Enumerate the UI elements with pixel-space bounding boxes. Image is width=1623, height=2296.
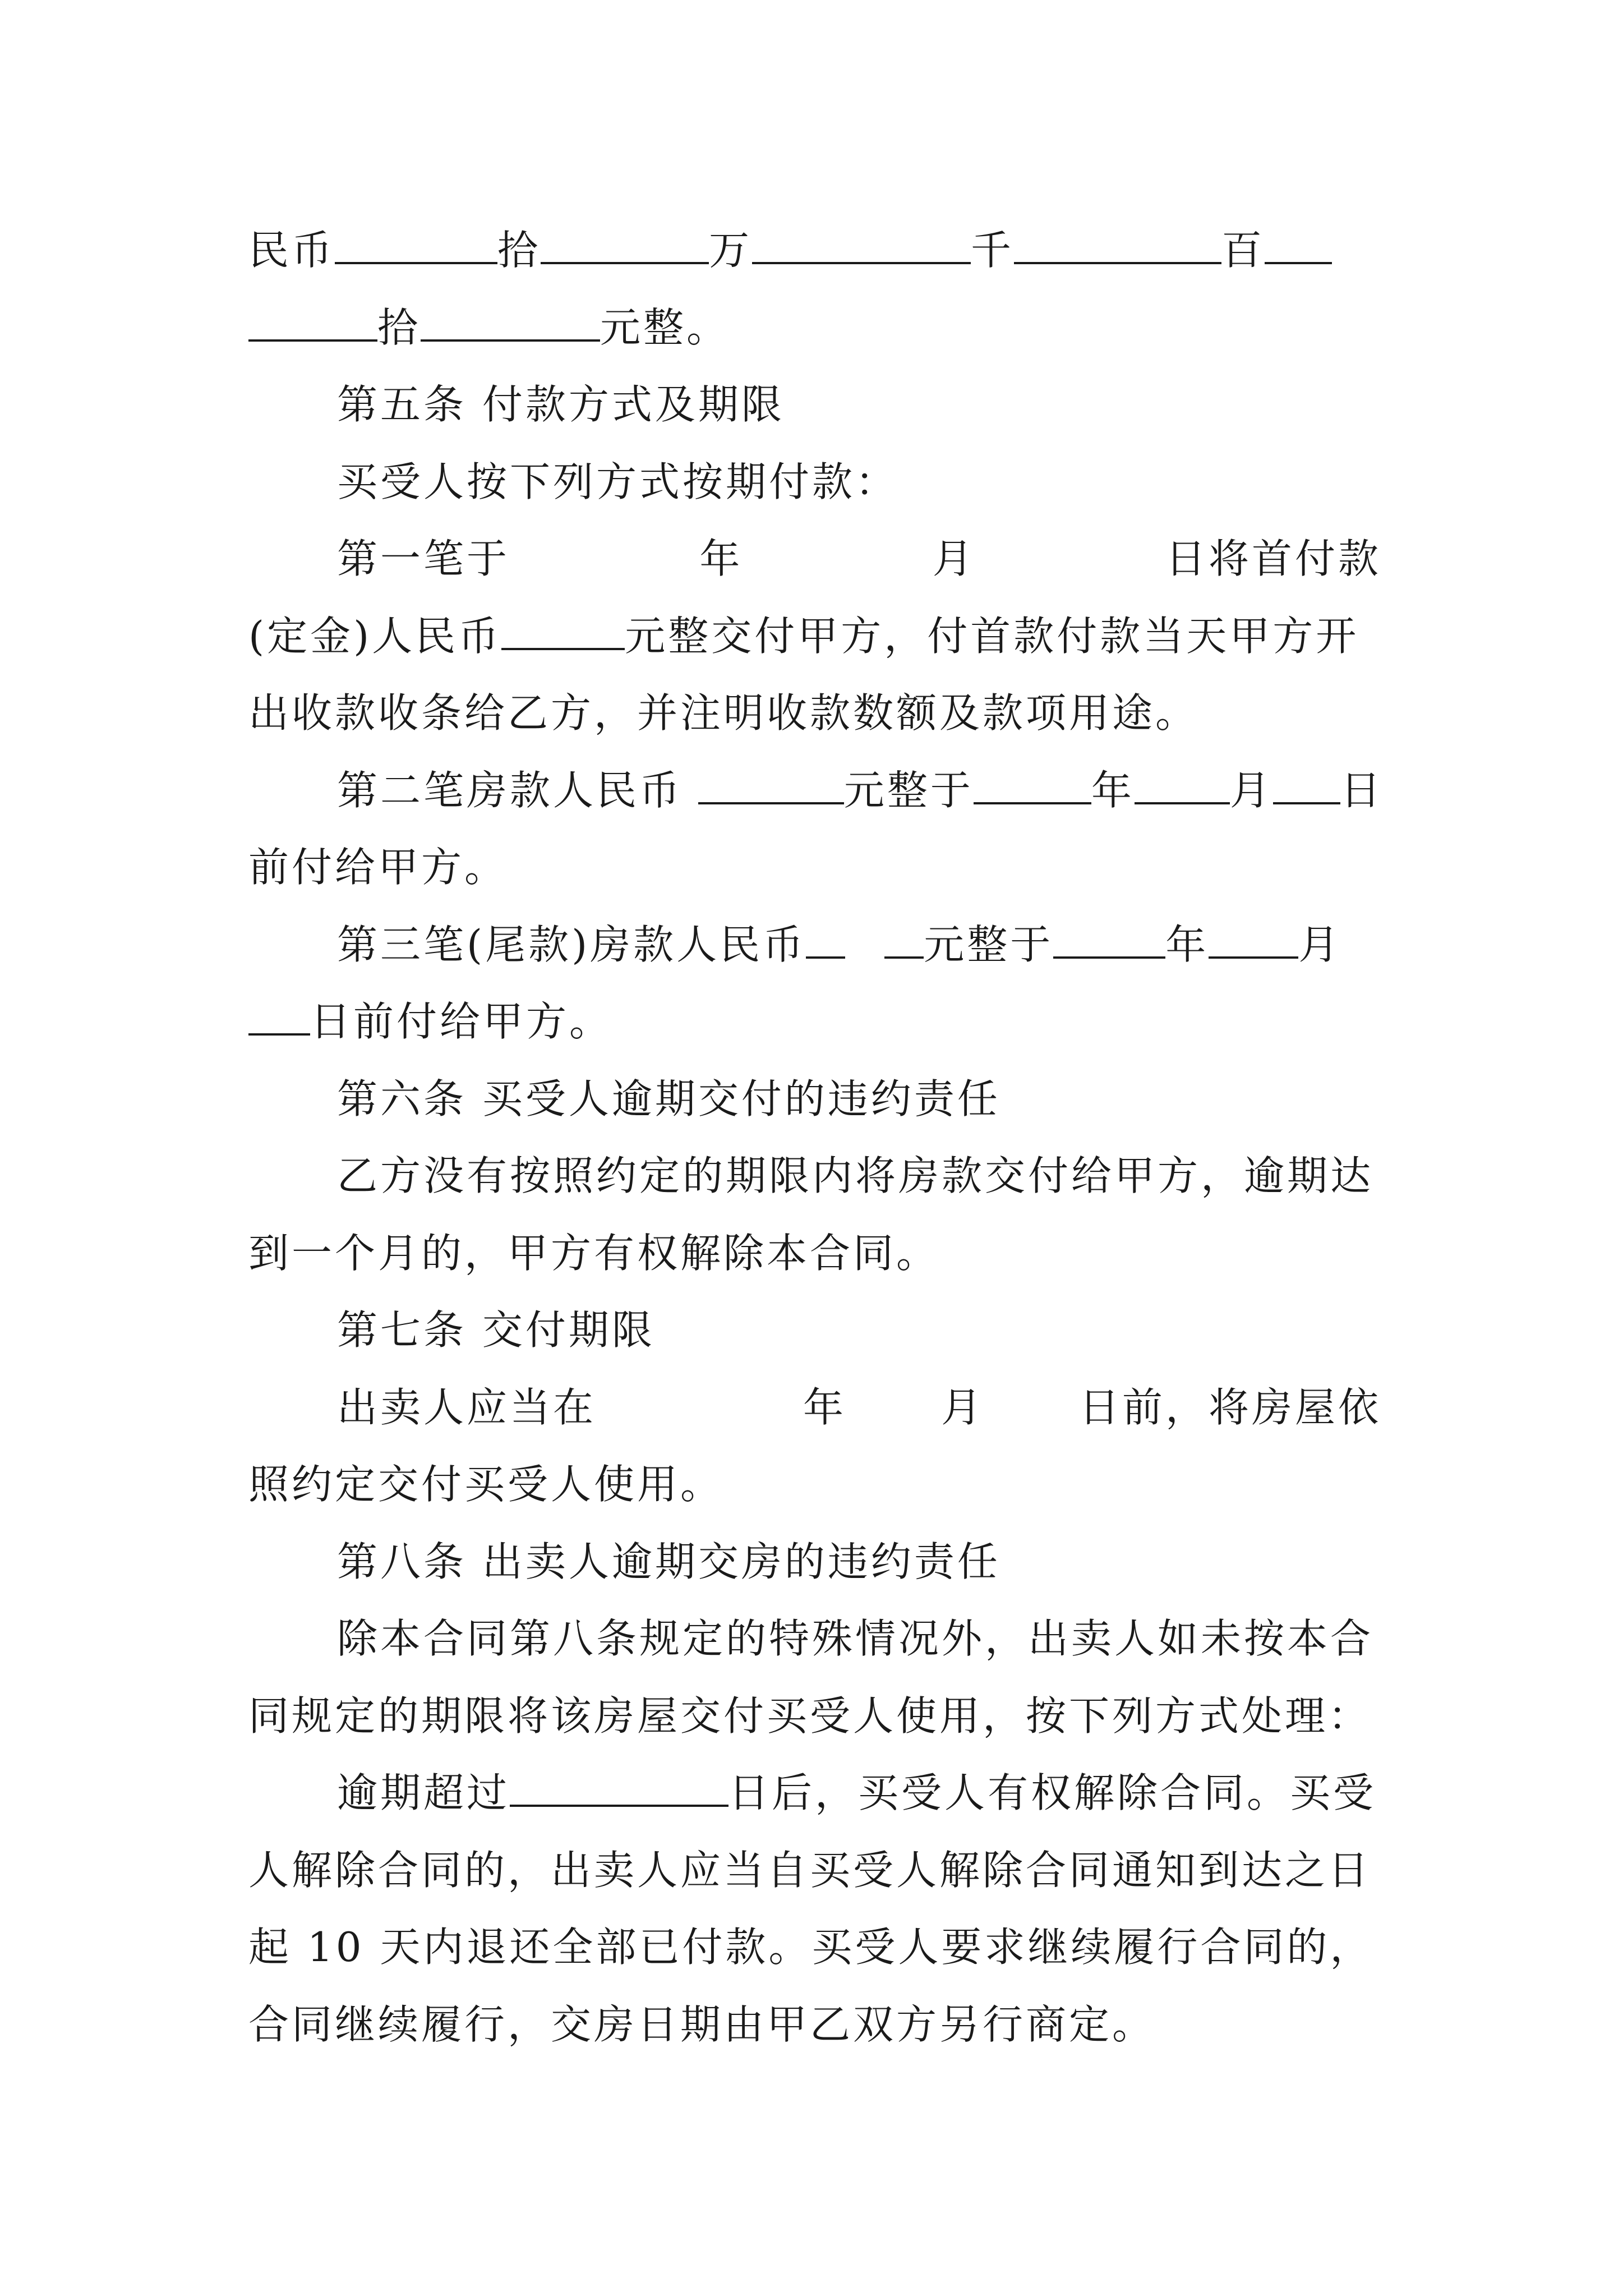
article-6-paragraph-2: 到一个月的，甲方有权解除本合同。 [248, 1229, 940, 1277]
amount-line-1 [248, 212, 1381, 289]
payment-1-line-3: 出收款收条给乙方，并注明收款数额及款项用途。 [248, 689, 1199, 737]
text-segment: (定金)人民币 [248, 612, 502, 660]
article-8-paragraph-2: 同规定的期限将该房屋交付买受人使用，按下列方式处理： [248, 1692, 1372, 1740]
payment-1-line-2 [248, 598, 1381, 675]
blank-field [974, 769, 1091, 804]
article-5-title: 第五条 付款方式及期限 [337, 381, 785, 428]
text-segment: 元整交付甲方，付首款付款当天甲方开 [625, 612, 1359, 660]
article-8-paragraph-1: 除本合同第八条规定的特殊情况外，出卖人如未按本合 [337, 1615, 1374, 1662]
payment-2-line-1 [248, 752, 1384, 830]
text-segment: 拾 [497, 227, 541, 274]
text-segment: 月 [940, 1383, 984, 1431]
text-segment: 年 [699, 535, 743, 582]
text-segment: 年 [1165, 921, 1209, 968]
text-segment: 拾 [377, 303, 421, 351]
amount-line-2 [248, 289, 1381, 367]
text-segment: 年 [803, 1383, 846, 1431]
text-segment: 元整。 [600, 303, 730, 351]
text-segment: 千 [971, 227, 1015, 274]
text-segment: 日 [1340, 766, 1384, 814]
blank-field [698, 769, 844, 804]
blank-field [1265, 228, 1332, 264]
text-segment: 日将首付款 [1165, 535, 1381, 582]
article-8-paragraph-5: 起 10 天内退还全部已付款。买受人要求继续履行合同的， [248, 1924, 1373, 1971]
article-7-title: 第七条 交付期限 [337, 1306, 655, 1354]
blank-field [1014, 228, 1221, 264]
article-8-paragraph-6: 合同继续履行，交房日期由甲乙双方另行商定。 [248, 2000, 1156, 2048]
blank-field [248, 1000, 310, 1036]
text-segment: 日后，买受人有权解除合同。买受 [728, 1769, 1377, 1816]
blank-field [510, 1771, 728, 1807]
text-segment: 元整于 [843, 766, 974, 814]
article-8-title: 第八条 出卖人逾期交房的违约责任 [337, 1538, 1000, 1585]
blank-field [1209, 923, 1298, 959]
text-segment: 第二笔房款人民币 [337, 766, 698, 814]
blank-field [421, 306, 600, 342]
blank-field [806, 923, 845, 959]
blank-field [884, 923, 924, 959]
text-segment: 民币 [248, 227, 335, 274]
article-6-title: 第六条 买受人逾期交付的违约责任 [337, 1075, 1000, 1122]
payment-3-line-2 [248, 983, 1381, 1061]
blank-field [1273, 769, 1340, 804]
article-7-line-1 [248, 1369, 1381, 1447]
article-7-line-2: 照约定交付买受人使用。 [248, 1461, 724, 1508]
text-segment: 日前付给甲方。 [310, 998, 613, 1045]
text-segment: 月 [1229, 766, 1273, 814]
payment-2-line-2: 前付给甲方。 [248, 844, 508, 891]
blank-field [1135, 769, 1230, 804]
text-segment: 万 [709, 227, 753, 274]
text-segment: 百 [1221, 227, 1265, 274]
blank-field [248, 306, 377, 342]
text-segment: 第三笔(尾款)房款人民币 [337, 921, 806, 968]
article-6-paragraph-1: 乙方没有按照约定的期限内将房款交付给甲方，逾期达 [337, 1152, 1374, 1199]
text-segment: 月 [932, 535, 976, 582]
article-8-paragraph-3 [248, 1755, 1381, 1832]
article-8-paragraph-4: 人解除合同的，出卖人应当自买受人解除合同通知到达之日 [248, 1846, 1372, 1894]
blank-field [335, 228, 497, 264]
blank-field [1053, 923, 1165, 959]
payment-3-line-1 [248, 907, 1381, 984]
text-segment: 出卖人应当在 [337, 1383, 597, 1431]
text-segment: 日前，将房屋依 [1078, 1383, 1381, 1431]
payment-1-line-1 [248, 521, 1381, 598]
article-5-paragraph: 买受人按下列方式按期付款： [337, 458, 899, 505]
text-segment: 年 [1091, 766, 1135, 814]
text-segment: 元整于 [924, 921, 1054, 968]
text-segment: 月 [1298, 921, 1342, 968]
text-segment: 第一笔于 [337, 535, 510, 582]
text-segment: 逾期超过 [337, 1769, 510, 1816]
contract-text [248, 212, 1384, 2063]
blank-field [501, 614, 625, 650]
blank-field [752, 228, 971, 264]
blank-field [541, 228, 709, 264]
